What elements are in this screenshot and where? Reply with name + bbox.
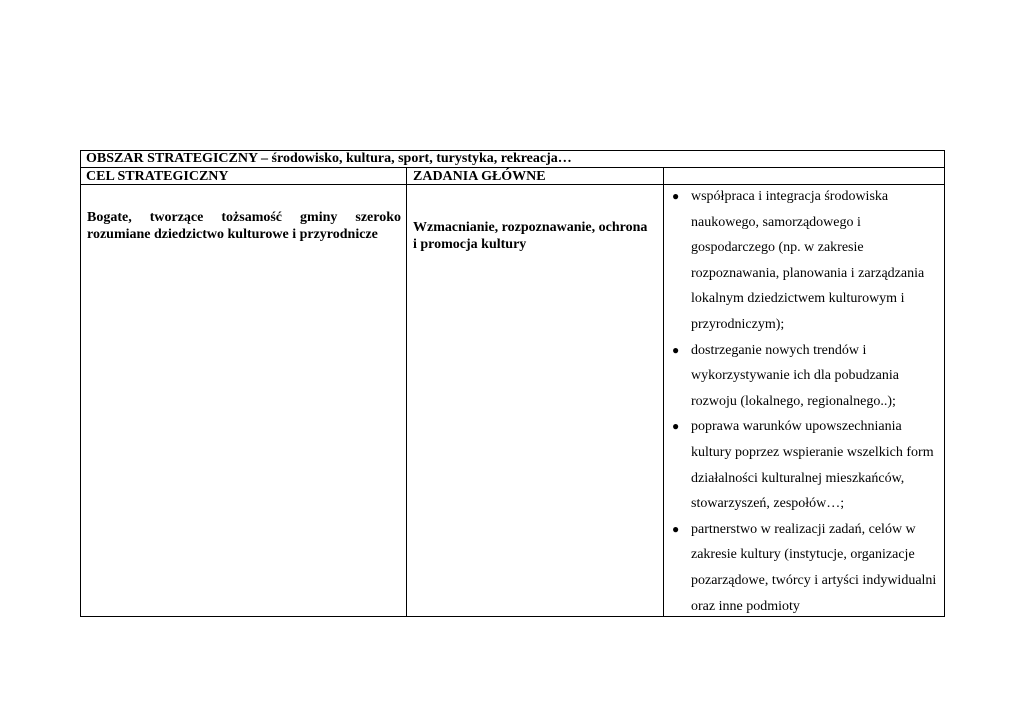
list-item: [667, 517, 942, 619]
table-header: OBSZAR STRATEGICZNY – środowisko, kultura, sport, turystyka, rekreacja…: [81, 151, 944, 168]
list-item: [667, 184, 942, 338]
strategy-table: [80, 150, 945, 617]
strategic-goal-cell: Bogate, tworzące tożsamość gminy szeroko rozumiane dziedzictwo kulturowe i przyrodnicze: [87, 210, 401, 242]
main-task-cell: Wzmacnianie, rozpoznawanie, ochrona i promocja kultury: [413, 220, 648, 252]
bullet-icon: ●: [672, 189, 680, 203]
column-divider: [663, 168, 664, 616]
column-header-tasks: ZADANIA GŁÓWNE: [413, 169, 546, 184]
list-item: [667, 338, 942, 415]
list-item: [667, 414, 942, 516]
action-text: poprawa warunków upowszechniania kultury poprzez wspieranie wszelkich form działalności kulturalnej mieszkańców, stowarzyszeń, zespołów…;: [691, 419, 934, 512]
actions-list: [667, 184, 942, 619]
bullet-icon: ●: [672, 419, 680, 434]
bullet-icon: ●: [672, 342, 680, 357]
action-text: współpraca i integracja środowiska naukowego, samorządowego i gospodarczego (np. w zakresie rozpoznawania, planowania i zarządzania lokalnym dziedzictwem kulturowym i przyrodniczym);: [691, 189, 925, 332]
column-header-goal: CEL STRATEGICZNY: [86, 169, 229, 184]
action-text: dostrzeganie nowych trendów i wykorzystywanie ich dla pobudzania rozwoju (lokalnego, regionalnego..);: [691, 342, 899, 409]
column-divider: [406, 168, 407, 616]
bullet-icon: ●: [672, 521, 680, 536]
action-text: partnerstwo w realizacji zadań, celów w zakresie kultury (instytucje, organizacje pozarządowe, twórcy i artyści indywidualni oraz inne podmioty: [691, 521, 937, 614]
